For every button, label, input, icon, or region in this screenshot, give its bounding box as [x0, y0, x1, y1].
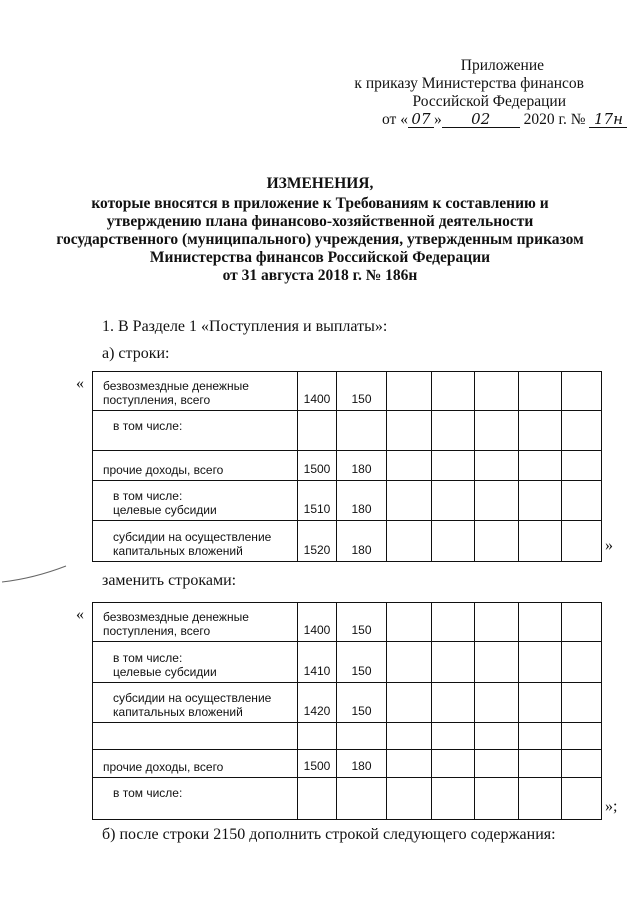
row-kosgu: 180 — [337, 451, 387, 481]
table-row — [93, 642, 602, 683]
replace-with-label: заменить строками: — [102, 572, 237, 589]
row-code: 1400 — [298, 603, 337, 642]
row-kosgu: 150 — [337, 642, 387, 683]
row-kosgu: 180 — [337, 481, 387, 521]
row-kosgu — [337, 411, 387, 451]
row-label: субсидии на осуществление капитальных вложений — [93, 521, 298, 562]
item-b-label: б) после строки 2150 дополнить строкой следующего содержания: — [102, 826, 556, 843]
row-label: прочие доходы, всего — [93, 451, 298, 481]
section-1-heading: 1. В Разделе 1 «Поступления и выплаты»: — [102, 318, 388, 335]
table-row — [93, 411, 602, 451]
row-code: 1520 — [298, 521, 337, 562]
close-quote-1: » — [605, 537, 613, 554]
table-row — [93, 603, 602, 642]
title-heading: ИЗМЕНЕНИЯ, — [266, 175, 374, 192]
title-line: которые вносятся в приложение к Требованиям к составлению и — [91, 195, 549, 212]
table-row — [93, 451, 602, 481]
appendix-date-line — [382, 111, 627, 129]
order-number: 17н — [589, 112, 627, 128]
row-label: безвозмездные денежные поступления, всего — [93, 372, 298, 411]
appendix-line-2: к приказу Министерства финансов — [354, 75, 584, 92]
row-code — [298, 778, 337, 820]
table-row — [93, 750, 602, 778]
appendix-line-3: Российской Федерации — [412, 93, 566, 110]
date-prefix: от « — [382, 111, 408, 128]
row-label: безвозмездные денежные поступления, всего — [93, 603, 298, 642]
table-row — [93, 521, 602, 562]
table-original-rows — [92, 371, 602, 562]
title-line: Министерства финансов Российской Федерации — [149, 249, 491, 266]
row-kosgu: 150 — [337, 372, 387, 411]
row-label: в том числе: целевые субсидии — [93, 642, 298, 683]
row-label: в том числе: целевые субсидии — [93, 481, 298, 521]
table-row — [93, 481, 602, 521]
row-kosgu: 180 — [337, 521, 387, 562]
table-replacement-rows — [92, 602, 602, 820]
date-day: 07 — [408, 112, 434, 128]
row-kosgu: 150 — [337, 603, 387, 642]
row-kosgu: 150 — [337, 683, 387, 723]
row-kosgu — [337, 778, 387, 820]
row-code — [298, 723, 337, 750]
row-label: прочие доходы, всего — [93, 750, 298, 778]
row-code: 1500 — [298, 451, 337, 481]
table-row — [93, 683, 602, 723]
open-quote-1: « — [76, 375, 84, 392]
row-kosgu — [337, 723, 387, 750]
item-a-label: а) строки: — [102, 345, 170, 362]
title-line: от 31 августа 2018 г. № 186н — [222, 267, 418, 284]
row-label — [93, 723, 298, 750]
appendix-header — [284, 57, 604, 111]
row-code — [298, 411, 337, 451]
document-title — [0, 175, 640, 285]
title-line: утверждению плана финансово-хозяйственной деятельности — [106, 213, 534, 230]
row-label: субсидии на осуществление капитальных вложений — [93, 683, 298, 723]
date-month: 02 — [442, 112, 520, 128]
row-code: 1500 — [298, 750, 337, 778]
date-year: 2020 г. № — [523, 111, 586, 128]
row-label: в том числе: — [93, 411, 298, 451]
open-quote-2: « — [76, 606, 84, 623]
appendix-line-1: Приложение — [460, 57, 544, 74]
row-code: 1400 — [298, 372, 337, 411]
row-code: 1510 — [298, 481, 337, 521]
row-code: 1420 — [298, 683, 337, 723]
table-row — [93, 723, 602, 750]
date-mid: » — [433, 111, 442, 128]
row-label: в том числе: — [93, 778, 298, 820]
table-row — [93, 372, 602, 411]
row-kosgu: 180 — [337, 750, 387, 778]
close-quote-2: »; — [605, 798, 618, 815]
row-code: 1410 — [298, 642, 337, 683]
title-line: государственного (муниципального) учреждения, утвержденным приказом — [56, 231, 584, 248]
margin-pencil-mark — [0, 560, 70, 590]
table-row — [93, 778, 602, 820]
